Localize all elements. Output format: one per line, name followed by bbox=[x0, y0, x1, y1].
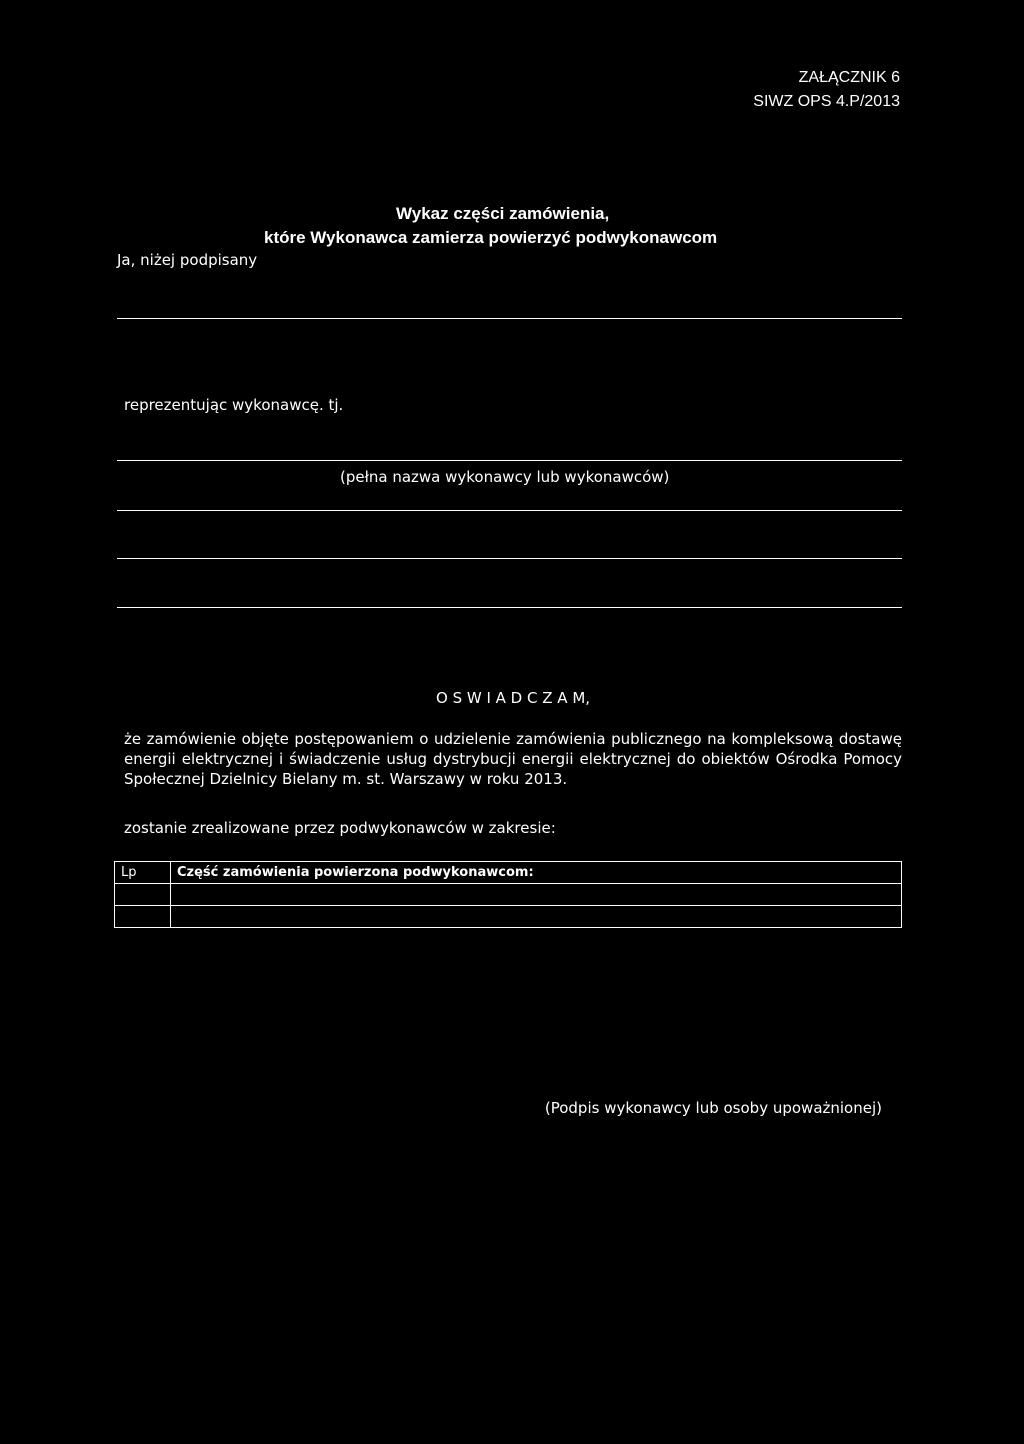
table-cell-part[interactable] bbox=[171, 906, 902, 928]
table-row[interactable] bbox=[115, 884, 902, 906]
signatory-name-line[interactable] bbox=[117, 318, 902, 319]
table-header-row bbox=[115, 862, 902, 884]
contractor-address-line-2[interactable] bbox=[117, 558, 902, 559]
reference-number: SIWZ OPS 4.P/2013 bbox=[753, 93, 900, 110]
table-cell-lp[interactable] bbox=[115, 906, 171, 928]
table-cell-part[interactable] bbox=[171, 884, 902, 906]
table-cell-lp[interactable] bbox=[115, 884, 171, 906]
document-title-line-2: które Wykonawca zamierza powierzyć podwykonawcom bbox=[264, 228, 718, 247]
signatory-label: Ja, niżej podpisany bbox=[117, 251, 258, 269]
table-row[interactable] bbox=[115, 906, 902, 928]
declaration-heading: O S W I A D C Z A M, bbox=[436, 689, 591, 707]
column-header-lp: Lp bbox=[115, 862, 171, 884]
declaration-body: że zamówienie objęte postępowaniem o udzielenie zamówienia publicznego na kompleksową dostawę energii elektrycznej i świadczenie usług dystrybucji energii elektrycznej do obiektów Ośrodka Pomocy Społecznej Dzielnicy Bielany m. st. Warszawy w roku 2013. bbox=[124, 730, 902, 788]
contractor-caption: (pełna nazwa wykonawcy lub wykonawców) bbox=[340, 468, 670, 486]
document-title-line-1: Wykaz części zamówienia, bbox=[396, 204, 610, 223]
representing-label: reprezentując wykonawcę. tj. bbox=[124, 396, 344, 414]
contractor-name-line[interactable] bbox=[117, 460, 902, 461]
contractor-address-line-1[interactable] bbox=[117, 510, 902, 511]
scope-label: zostanie zrealizowane przez podwykonawców w zakresie: bbox=[124, 819, 556, 837]
annex-label: ZAŁĄCZNIK 6 bbox=[798, 69, 900, 86]
signature-caption: (Podpis wykonawcy lub osoby upoważnionej) bbox=[544, 1099, 882, 1117]
column-header-part: Część zamówienia powierzona podwykonawcom: bbox=[171, 862, 902, 884]
contractor-address-line-3[interactable] bbox=[117, 607, 902, 608]
subcontract-table bbox=[114, 861, 902, 928]
